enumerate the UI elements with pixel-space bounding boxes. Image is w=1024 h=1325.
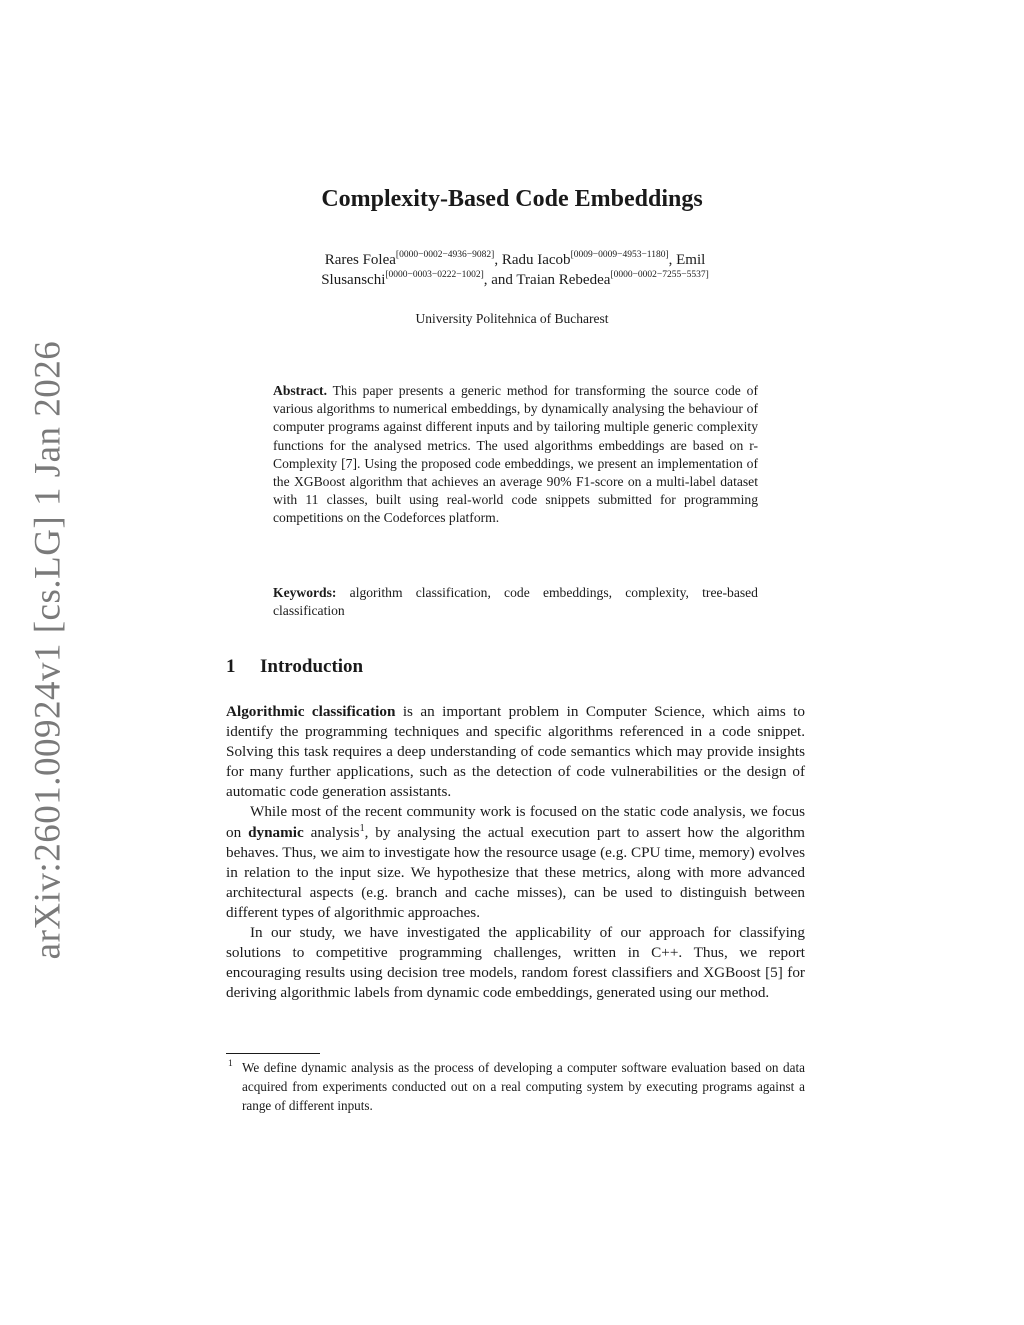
footnote-text: We define dynamic analysis as the process of developing a computer software evaluation based on data acquired from experiments conducted out on a real computing system by executing programs against a range of different inputs. [242, 1060, 805, 1114]
author-separator: , [494, 252, 502, 268]
abstract-text: This paper presents a generic method for transforming the source code of various algorithms to numerical embeddings, by dynamically analysing the behaviour of computer programs against different inputs and by tailoring multiple generic complexity functions for the analysed metrics. The used algorithms embeddings are based on r-Complexity [7]. Using the proposed code embeddings, we present an implementation of the XGBoost algorithm that achieves an average 90% F1-score on a multi-label dataset with 11 classes, built using real-world code snippets submitted for programming competitions on the Codeforces platform. [273, 383, 758, 526]
paragraph-text: analysis [303, 823, 360, 841]
paragraph-text: , by analysing the actual execution part to assert how the algorithm behaves. Thus, we aim to investigate how the resource usage (e.g. CPU time, memory) evolves in relation to the input size. We hypothesize that these metrics, along with more advanced architectural aspects (e.g. branch and cache misses), can be used to distinguish between different types of algorithmic approaches. [226, 823, 805, 921]
author-orcid: [0009−0009−4953−1180] [570, 250, 669, 260]
footnote-ref[interactable]: 1 [359, 822, 365, 834]
section-heading [226, 656, 363, 678]
paragraph [226, 923, 805, 1003]
paragraph-text: is an important problem in Computer Science, which aims to identify the programming techniques and specific algorithms referenced in a code snippet. Solving this task requires a deep understanding of code semantics which may provide insights for many further applications, such as the detection of code vulnerabilities or the design of automatic code generation assistants. [226, 703, 805, 801]
author-name: Traian Rebedea [516, 272, 611, 288]
author-list [240, 250, 790, 290]
footnote [226, 1058, 805, 1116]
author-name: Radu Iacob [501, 252, 571, 268]
author-orcid: [0000−0003−0222−1002] [385, 270, 484, 280]
keywords-text: algorithm classification, code embeddings, complexity, tree-based classification [273, 585, 758, 619]
paragraph-text: In our study, we have investigated the applicability of our approach for classifying solutions to competitive programming challenges, written in C++. Thus, we report encouraging results using decision tree models, random forest classifiers and XGBoost [5] for deriving algorithmic labels from dynamic code embeddings, generated using our method. [226, 924, 805, 1002]
keywords [273, 584, 758, 620]
paragraph-text: While most of the recent community work is focused on the static code analysis, we focus on [226, 803, 805, 841]
author-orcid: [0000−0002−7255−5537] [610, 270, 709, 280]
introduction-body [226, 702, 805, 1003]
footnote-mark: 1 [228, 1059, 233, 1069]
author-separator: , and [483, 272, 517, 288]
bold-term: Algorithmic classification [226, 703, 396, 720]
author-name: Emil Slusanschi [321, 252, 706, 288]
keywords-label: Keywords: [273, 585, 337, 600]
footnote-divider [226, 1053, 320, 1054]
section-number: 1 [226, 656, 236, 677]
bold-term: dynamic [248, 823, 304, 841]
author-name: Rares Folea [324, 252, 396, 268]
author-separator: , [668, 252, 677, 268]
paragraph [226, 702, 805, 802]
abstract [273, 382, 758, 528]
author-orcid: [0000−0002−4936−9082] [395, 250, 495, 260]
arxiv-identifier: arXiv:2601.00924v1 [cs.LG] 1 Jan 2026 [27, 340, 69, 960]
abstract-label: Abstract. [273, 383, 327, 398]
section-title: Introduction [260, 656, 364, 677]
paper-title: Complexity-Based Code Embeddings [321, 186, 703, 212]
affiliation: University Politehnica of Bucharest [415, 311, 609, 326]
paragraph [226, 802, 805, 923]
